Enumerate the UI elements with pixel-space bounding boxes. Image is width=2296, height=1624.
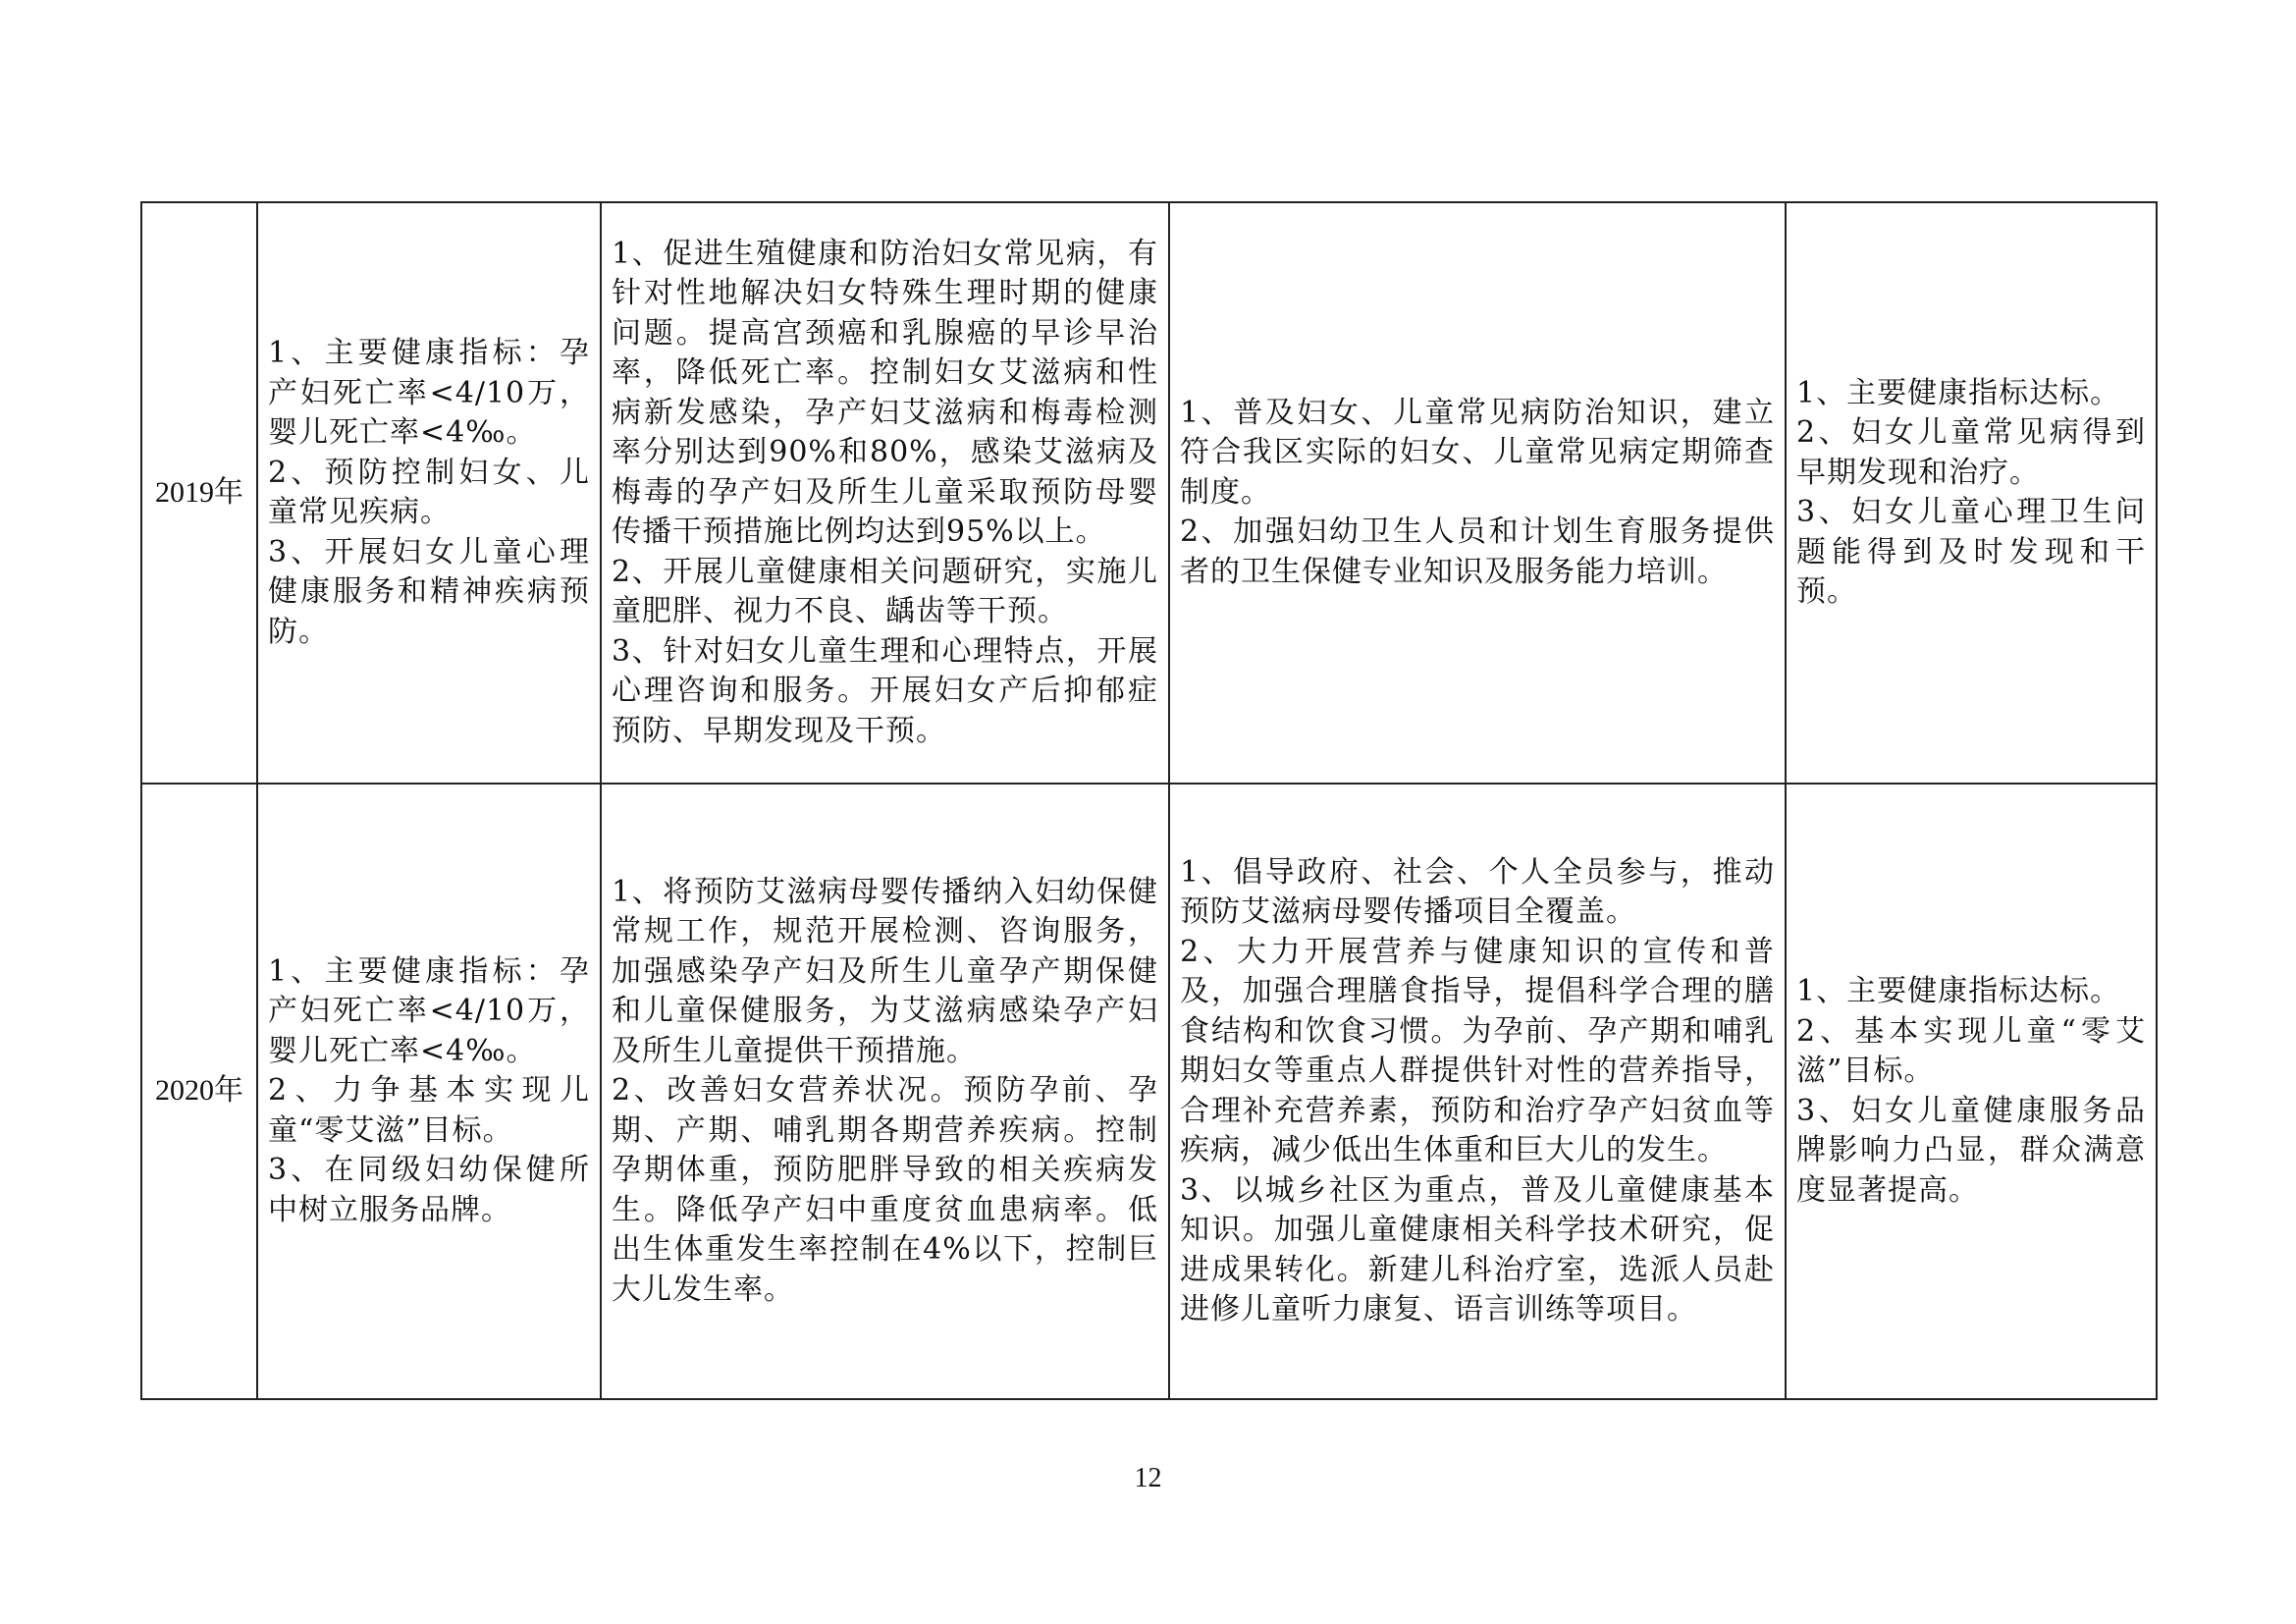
outcome-item: 1、主要健康指标达标。 — [1796, 375, 2121, 410]
action-item: 1、普及妇女、儿童常见病防治知识，建立符合我区实际的妇女、儿童常见病定期筛查制度。 — [1180, 395, 1775, 510]
year-label: 2020年 — [155, 1074, 243, 1108]
target-item: 3、开展妇女儿童心理健康服务和精神疾病预防。 — [268, 534, 590, 649]
measure-item: 1、将预防艾滋病母婴传播纳入妇幼保健常规工作，规范开展检测、咨询服务，加强感染孕产妇及所生儿童孕产期保健和儿童保健服务，为艾滋病感染孕产妇及所生儿童提供干预措施。 — [612, 874, 1158, 1068]
table-row — [141, 784, 2157, 1399]
target-item: 2、力争基本实现儿童“零艾滋”目标。 — [268, 1073, 590, 1148]
measure-item: 2、改善妇女营养状况。预防孕前、孕期、产期、哺乳期各期营养疾病。控制孕期体重，预防肥胖导致的相关疾病发生。降低孕产妇中重度贫血患病率。低出生体重发生率控制在4%以下，控制巨大儿发生率。 — [612, 1073, 1158, 1307]
outcome-item: 2、妇女儿童常见病得到早期发现和治疗。 — [1796, 415, 2146, 490]
action-item: 2、大力开展营养与健康知识的宣传和普及，加强合理膳食指导，提倡科学合理的膳食结构和饮食习惯。为孕前、孕产期和哺乳期妇女等重点人群提供针对性的营养指导，合理补充营养素，预防和治疗孕产妇贫血等疾病，减少低出生体重和巨大儿的发生。 — [1180, 934, 1775, 1167]
action-item: 2、加强妇幼卫生人员和计划生育服务提供者的卫生保健专业知识及服务能力培训。 — [1180, 514, 1775, 589]
year-cell — [141, 784, 257, 1399]
measure-item: 1、促进生殖健康和防治妇女常见病，有针对性地解决妇女特殊生理时期的健康问题。提高宫颈癌和乳腺癌的早诊早治率，降低死亡率。控制妇女艾滋病和性病新发感染，孕产妇艾滋病和梅毒检测率分别达到90%和80%，感染艾滋病及梅毒的孕产妇及所生儿童采取预防母婴传播干预措施比例均达到95%以上。 — [612, 236, 1158, 550]
outcome-item: 2、基本实现儿童“零艾滋”目标。 — [1796, 1013, 2146, 1088]
outcomes-cell — [1786, 202, 2157, 784]
outcomes-cell — [1786, 784, 2157, 1399]
table-row — [141, 202, 2157, 784]
target-item: 2、预防控制妇女、儿童常见疾病。 — [268, 455, 590, 529]
measure-item: 3、针对妇女儿童生理和心理特点，开展心理咨询和服务。开展妇女产后抑郁症预防、早期发现及干预。 — [612, 633, 1158, 748]
target-item: 3、在同级妇幼保健所中树立服务品牌。 — [268, 1153, 590, 1227]
page-number: 12 — [1134, 1463, 1162, 1493]
outcome-item: 1、主要健康指标达标。 — [1796, 974, 2121, 1008]
targets-cell — [257, 202, 601, 784]
measure-item: 2、开展儿童健康相关问题研究，实施儿童肥胖、视力不良、龋齿等干预。 — [612, 554, 1158, 629]
outcome-item: 3、妇女儿童健康服务品牌影响力凸显，群众满意度显著提高。 — [1796, 1093, 2146, 1208]
plan-table — [140, 201, 2158, 1400]
target-item: 1、主要健康指标：孕产妇死亡率<4/10万，婴儿死亡率<4‰。 — [268, 953, 590, 1068]
year-cell — [141, 202, 257, 784]
outcome-item: 3、妇女儿童心理卫生问题能得到及时发现和干预。 — [1796, 495, 2146, 609]
target-item: 1、主要健康指标：孕产妇死亡率<4/10万，婴儿死亡率<4‰。 — [268, 336, 590, 450]
targets-cell — [257, 784, 601, 1399]
action-item: 1、倡导政府、社会、个人全员参与，推动预防艾滋病母婴传播项目全覆盖。 — [1180, 854, 1775, 929]
action-item: 3、以城乡社区为重点，普及儿童健康基本知识。加强儿童健康相关科学技术研究，促进成果转化。新建儿科治疗室，选派人员赴进修儿童听力康复、语言训练等项目。 — [1180, 1172, 1775, 1326]
actions-cell — [1169, 784, 1786, 1399]
year-label: 2019年 — [155, 475, 243, 509]
actions-cell — [1169, 202, 1786, 784]
measures-cell — [601, 784, 1169, 1399]
measures-cell — [601, 202, 1169, 784]
